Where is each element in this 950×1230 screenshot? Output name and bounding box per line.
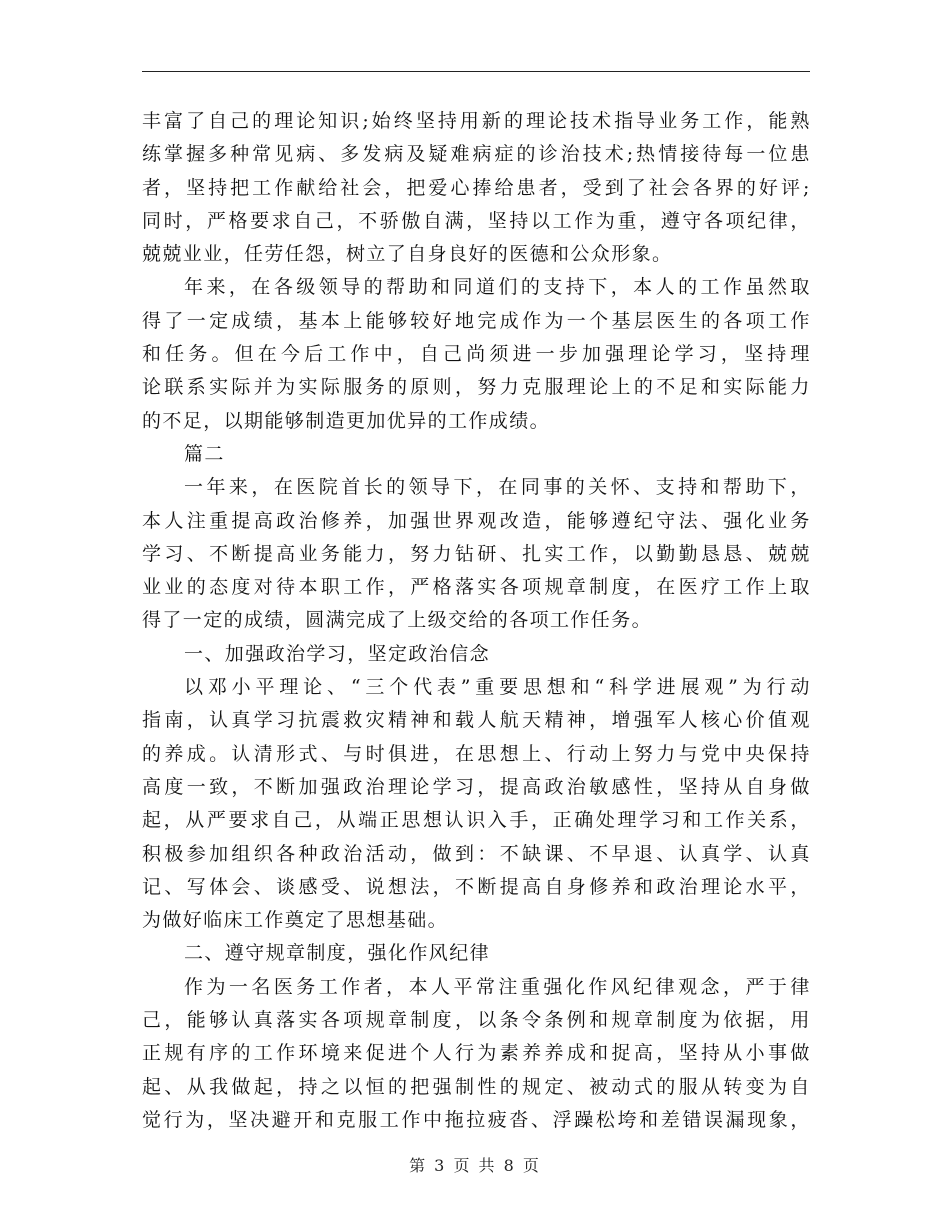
text-line: 业业的态度对待本职工作，严格落实各项规章制度，在医疗工作上取	[142, 576, 810, 599]
page-footer: 第 3 页 共 8 页	[409, 1156, 541, 1175]
text-line: 兢兢业业，任劳任怨，树立了自身良好的医德和公众形象。	[142, 243, 673, 266]
document-body	[142, 105, 810, 1137]
text-line: 的不足，以期能够制造更加优异的工作成绩。	[142, 409, 551, 432]
text-line: 为做好临床工作奠定了思想基础。	[142, 909, 449, 932]
text-line: 积极参加组织各种政治活动，做到：不缺课、不早退、认真学、认真	[142, 842, 810, 865]
text-line: 己，能够认真落实各项规章制度，以条令条例和规章制度为依据，用	[142, 1009, 810, 1032]
text-line: 者，坚持把工作献给社会，把爱心捧给患者，受到了社会各界的好评;	[142, 176, 810, 199]
header-rule	[142, 71, 810, 72]
text-line: 记、写体会、谈感受、说想法，不断提高自身修养和政治理论水平，	[142, 875, 810, 898]
text-line: 得了一定成绩，基本上能够较好地完成作为一个基层医生的各项工作	[142, 309, 810, 332]
text-line: 起，从严要求自己，从端正思想认识入手，正确处理学习和工作关系，	[142, 809, 810, 832]
text-line: 以邓小平理论、“三个代表”重要思想和“科学进展观”为行动	[184, 676, 810, 699]
text-line: 年来，在各级领导的帮助和同道们的支持下，本人的工作虽然取	[184, 276, 810, 299]
text-line: 学习、不断提高业务能力，努力钻研、扎实工作，以勤勤恳恳、兢兢	[142, 542, 810, 565]
text-line: 起、从我做起，持之以恒的把强制性的规定、被动式的服从转变为自	[142, 1075, 810, 1098]
text-line: 正规有序的工作环境来促进个人行为素养养成和捉高，坚持从小事做	[142, 1042, 810, 1065]
text-line: 本人注重提高政治修养，加强世界观改造，能够遵纪守法、强化业务	[142, 509, 810, 532]
text-line: 的养成。认清形式、与时俱进，在思想上、行动上努力与党中央保持	[142, 742, 810, 765]
text-line: 篇二	[184, 442, 225, 465]
text-line: 同时，严格要求自己，不骄傲自满，坚持以工作为重，遵守各项纪律，	[142, 209, 810, 232]
text-line: 练掌握多种常见病、多发病及疑难病症的诊治技术;热情接待每一位患	[142, 143, 810, 166]
text-line: 高度一致，不断加强政治理论学习，提高政治敏感性，坚持从自身做	[142, 775, 810, 798]
text-line: 作为一名医务工作者，本人平常注重强化作风纪律观念，严于律	[184, 975, 810, 998]
text-line: 和任务。但在今后工作中，自己尚须进一步加强理论学习，坚持理	[142, 343, 810, 366]
text-line: 论联系实际并为实际服务的原则，努力克服理论上的不足和实际能力	[142, 376, 810, 399]
text-line: 一年来，在医院首长的领导下，在同事的关怀、支持和帮助下，	[184, 476, 810, 499]
text-line: 觉行为，坚决避开和克服工作中拖拉疲沓、浮躁松垮和差错误漏现象，	[142, 1108, 810, 1131]
text-line: 一、加强政治学习，坚定政治信念	[184, 642, 491, 665]
text-line: 指南，认真学习抗震救灾精神和载人航天精神，增强军人核心价值观	[142, 709, 810, 732]
text-line: 二、遵守规章制度，强化作风纪律	[184, 942, 491, 965]
text-line: 丰富了自己的理论知识;始终坚持用新的理论技术指导业务工作，能熟	[142, 110, 810, 132]
text-line: 得了一定的成绩，圆满完成了上级交给的各项工作任务。	[142, 609, 653, 632]
